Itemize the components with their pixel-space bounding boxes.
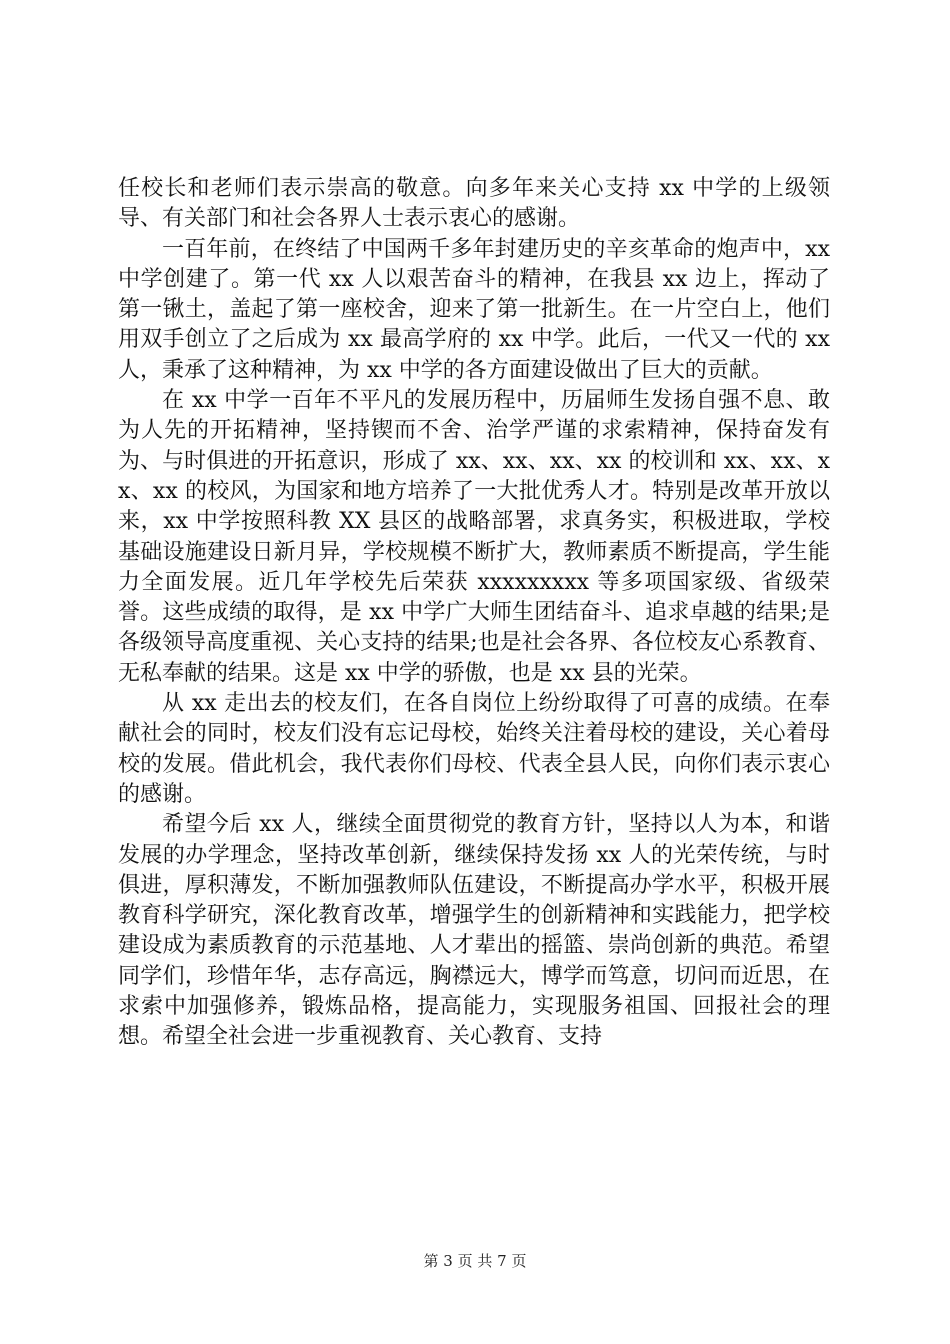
body-text — [118, 174, 830, 1053]
page-number-footer: 第 3 页 共 7 页 — [423, 1252, 527, 1270]
paragraph: 任校长和老师们表示崇高的敬意。向多年来关心支持 xx 中学的上级领导、有关部门和社会各界人士表示衷心的感谢。 — [118, 176, 830, 232]
paragraph: 在 xx 中学一百年不平凡的发展历程中，历届师生发扬自强不息、敢为人先的开拓精神，坚持锲而不舍、治学严谨的求索精神，保持奋发有为、与时俱进的开拓意识，形成了 xx、xx、xx、xx 的校训和 xx、xx、xx、xx 的校风，为国家和地方培养了一大批优秀人才。特别是改革开放以来，xx 中学按照科教 XX 县区的战略部署，求真务实，积极进取，学校基础设施建设日新月异，学校规模不断扩大，教师素质不断提高，学生能力全面发展。近几年学校先后荣获 xxxxxxxxx 等多项国家级、省级荣誉。这些成绩的取得，是 xx 中学广大师生团结奋斗、追求卓越的结果;是各级领导高度重视、关心支持的结果;也是社会各界、各位校友心系教育、无私奉献的结果。这是 xx 中学的骄傲，也是 xx 县的光荣。 — [118, 388, 830, 686]
paragraph: 一百年前，在终结了中国两千多年封建历史的辛亥革命的炮声中，xx 中学创建了。第一代 xx 人以艰苦奋斗的精神，在我县 xx 边上，挥动了第一锹土，盖起了第一座校舍，迎来了第一批新生。在一片空白上，他们用双手创立了之后成为 xx 最高学府的 xx 中学。此后，一代又一代的 xx 人，秉承了这种精神，为 xx 中学的各方面建设做出了巨大的贡献。 — [118, 236, 830, 383]
paragraph: 希望今后 xx 人，继续全面贯彻党的教育方针，坚持以人为本，和谐发展的办学理念，坚持改革创新，继续保持发扬 xx 人的光荣传统，与时俱进，厚积薄发，不断加强教师队伍建设，不断提高办学水平，积极开展教育科学研究，深化教育改革，增强学生的创新精神和实践能力，把学校建设成为素质教育的示范基地、人才辈出的摇篮、崇尚创新的典范。希望同学们，珍惜年华，志存高远，胸襟远大，博学而笃意，切问而近思，在求索中加强修养，锻炼品格，提高能力，实现服务祖国、回报社会的理想。希望全社会进一步重视教育、关心教育、支持 — [118, 812, 830, 1050]
paragraph: 从 xx 走出去的校友们，在各自岗位上纷纷取得了可喜的成绩。在奉献社会的同时，校友们没有忘记母校，始终关注着母校的建设，关心着母校的发展。借此机会，我代表你们母校、代表全县人民，向你们表示衷心的感谢。 — [118, 691, 830, 807]
